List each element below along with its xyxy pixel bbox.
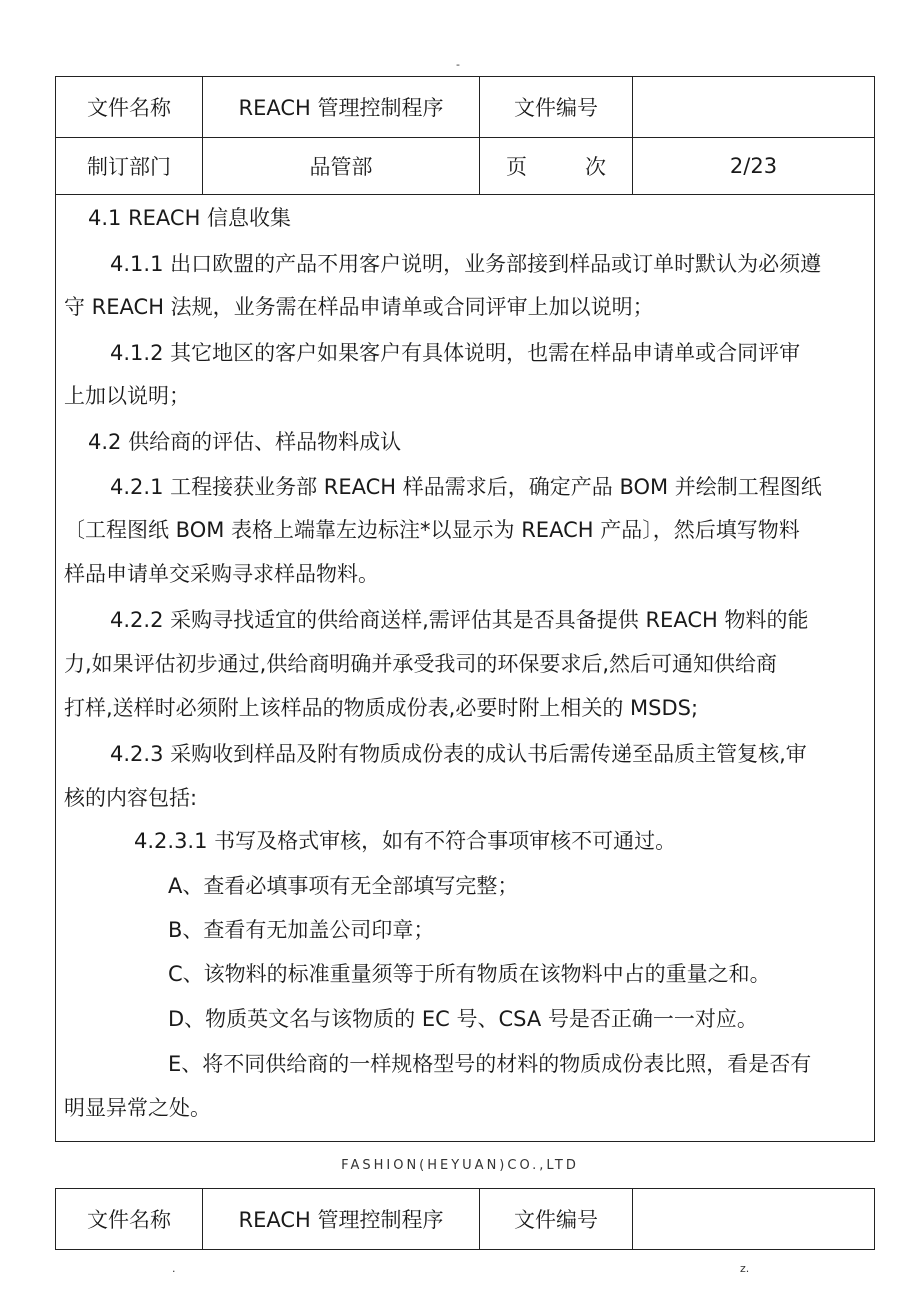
footer-mark-left: . <box>172 1262 176 1275</box>
list-item-c: C、该物料的标准重量须等于所有物质在该物料中占的重量之和。 <box>168 962 771 986</box>
para-line: 明显异常之处。 <box>64 1096 211 1120</box>
para-line: 4.2.1 工程接获业务部 REACH 样品需求后，确定产品 BOM 并绘制工程图纸 <box>110 475 822 499</box>
header-table-2 <box>56 1189 874 1249</box>
para-line: 上加以说明； <box>64 384 190 408</box>
label-page-a: 页 <box>506 155 527 179</box>
para-line: 样品申请单交采购寻求样品物料。 <box>64 562 379 586</box>
list-item-d: D、物质英文名与该物质的 EC 号、CSA 号是否正确一一对应。 <box>168 1007 758 1031</box>
label-doc-name: 文件名称 <box>56 77 203 138</box>
footer-company: FASHION(HEYUAN)CO.,LTD <box>341 1158 579 1173</box>
label-dept: 制订部门 <box>56 138 203 195</box>
heading-4-1: 4.1 REACH 信息收集 <box>88 206 292 230</box>
doc-name: REACH 管理控制程序 <box>203 77 480 138</box>
footer-mark-right: z. <box>740 1262 750 1275</box>
para-line: 4.2.2 采购寻找适宜的供给商送样,需评估其是否具备提供 REACH 物料的能 <box>110 608 809 632</box>
label-page <box>480 138 633 195</box>
next-page-header <box>55 1188 875 1250</box>
heading-4-2: 4.2 供给商的评估、样品物料成认 <box>88 430 402 454</box>
page-number: 2/23 <box>633 138 875 195</box>
dept: 品管部 <box>203 138 480 195</box>
para-line: 4.1.1 出口欧盟的产品不用客户说明，业务部接到样品或订单时默认为必须遵 <box>110 252 822 276</box>
para-line: 4.2.3 采购收到样品及附有物质成份表的成认书后需传递至品质主管复核,审 <box>110 742 807 766</box>
para-line: 力,如果评估初步通过,供给商明确并承受我司的环保要求后,然后可通知供给商 <box>64 652 778 676</box>
list-item-b: B、查看有无加盖公司印章； <box>168 918 435 942</box>
list-item-e: E、将不同供给商的一样规格型号的材料的物质成份表比照，看是否有 <box>168 1052 812 1076</box>
para-line: 〔工程图纸 BOM 表格上端靠左边标注*以显示为 REACH 产品〕，然后填写物料 <box>64 518 800 542</box>
list-item-a: A、查看必填事项有无全部填写完整； <box>168 874 519 898</box>
header-table <box>56 77 874 195</box>
doc-number <box>633 77 875 138</box>
label-doc-number: 文件编号 <box>480 77 633 138</box>
para-line: 打样,送样时必须附上该样品的物质成份表,必要时附上相关的 MSDS; <box>64 696 699 720</box>
para-line: 4.1.2 其它地区的客户如果客户有具体说明，也需在样品申请单或合同评审 <box>110 341 801 365</box>
para-line: 守 REACH 法规，业务需在样品申请单或合同评审上加以说明； <box>64 295 654 319</box>
top-mark: - <box>456 58 460 71</box>
doc-number <box>633 1189 875 1249</box>
label-doc-name: 文件名称 <box>56 1189 203 1249</box>
para-line: 4.2.3.1 书写及格式审核，如有不符合事项审核不可通过。 <box>134 829 677 853</box>
doc-name: REACH 管理控制程序 <box>203 1189 480 1249</box>
para-line: 核的内容包括: <box>64 786 198 810</box>
label-page-b: 次 <box>585 155 606 179</box>
label-doc-number: 文件编号 <box>480 1189 633 1249</box>
